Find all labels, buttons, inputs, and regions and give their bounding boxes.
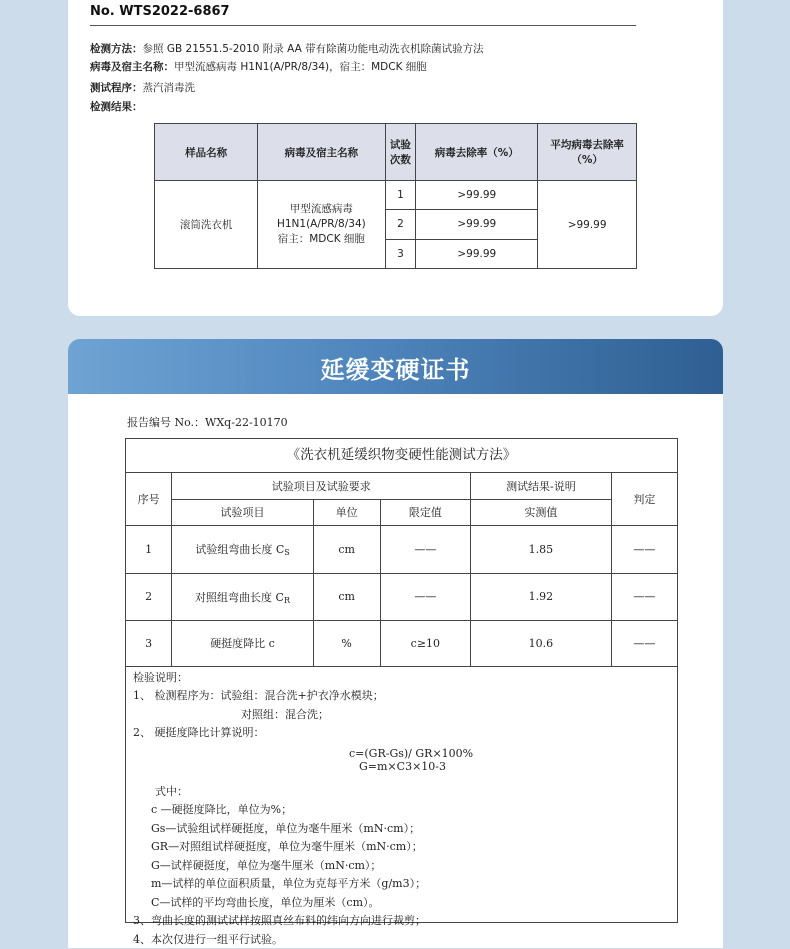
trial-cell: 2 bbox=[385, 210, 416, 239]
test-program-label: 测试程序： bbox=[90, 82, 143, 94]
note-3: 3、弯曲长度的测试试样按照真丝布料的纬向方向进行裁剪； bbox=[133, 912, 677, 931]
definition-4: G—试样硬挺度，单位为毫牛厘米（mN·cm）； bbox=[133, 857, 677, 876]
header-judge: 判定 bbox=[611, 473, 677, 525]
header-average-rate: 平均病毒去除率（%） bbox=[538, 124, 637, 181]
test-method-line bbox=[90, 41, 484, 56]
stiffness-certificate bbox=[125, 438, 678, 923]
certificate-table-title: 《洗衣机延缓织物变硬性能测试方法》 bbox=[126, 439, 677, 473]
note-4: 4、本次仅进行一组平行试验。 bbox=[133, 931, 677, 949]
table-row bbox=[126, 573, 677, 620]
inspection-notes bbox=[126, 667, 677, 949]
header-items-group: 试验项目及试验要求 bbox=[172, 473, 471, 499]
note-1: 1、 检测程序为：试验组：混合洗+护衣净水模块； bbox=[133, 687, 677, 706]
item-subscript: S bbox=[284, 548, 289, 557]
virus-host-value: 甲型流感病毒 H1N1(A/PR/8/34)，宿主：MDCK 细胞 bbox=[174, 61, 427, 73]
banner-title: 延缓变硬证书 bbox=[68, 350, 723, 385]
note-2: 2、 硬挺度降比计算说明： bbox=[133, 724, 677, 743]
judge-cell: —— bbox=[611, 620, 677, 666]
group-header-row bbox=[126, 473, 677, 499]
limit-cell: —— bbox=[380, 573, 471, 620]
item-cell bbox=[172, 525, 313, 573]
item-cell bbox=[172, 573, 313, 620]
unit-cell: % bbox=[313, 620, 380, 666]
definition-1: c —硬挺度降比，单位为%； bbox=[133, 801, 677, 820]
item-cell bbox=[172, 620, 313, 666]
note-1b: 对照组：混合洗； bbox=[133, 706, 677, 725]
item-text: 对照组弯曲长度 C bbox=[195, 591, 284, 604]
virus-host-line bbox=[90, 59, 427, 74]
stiffness-table bbox=[126, 473, 677, 667]
header-item: 试验项目 bbox=[172, 499, 313, 525]
seq-cell: 3 bbox=[126, 620, 172, 666]
item-text: 硬挺度降比 c bbox=[210, 637, 275, 650]
definition-3: GR—对照组试样硬挺度，单位为毫牛厘米（mN·cm）； bbox=[133, 838, 677, 857]
definition-2: Gs—试验组试样硬挺度，单位为毫牛厘米（mN·cm）； bbox=[133, 820, 677, 839]
average-rate-cell: >99.99 bbox=[538, 181, 637, 269]
test-program-value: 蒸汽消毒洗 bbox=[143, 82, 196, 94]
header-trial-count: 试验次数 bbox=[385, 124, 416, 181]
formula-1: c=(GR-Gs)/ GR×100% bbox=[133, 743, 677, 760]
seq-cell: 2 bbox=[126, 573, 172, 620]
trial-cell: 1 bbox=[385, 181, 416, 210]
table-row bbox=[126, 525, 677, 573]
virus-host-line-2: H1N1(A/PR/8/34) bbox=[260, 217, 382, 232]
limit-cell: —— bbox=[380, 525, 471, 573]
unit-cell: cm bbox=[313, 525, 380, 573]
trial-cell: 3 bbox=[385, 239, 416, 268]
judge-cell: —— bbox=[611, 525, 677, 573]
report-number-2: 报告编号 No.：WXq-22-10170 bbox=[127, 414, 288, 430]
virus-host-label: 病毒及宿主名称： bbox=[90, 61, 174, 73]
definition-5: m—试样的单位面积质量，单位为克每平方米（g/m3）； bbox=[133, 875, 677, 894]
header-results-group: 测试结果-说明 bbox=[471, 473, 611, 499]
seq-cell: 1 bbox=[126, 525, 172, 573]
item-subscript: R bbox=[284, 596, 290, 605]
test-method-value: 参照 GB 21551.5-2010 附录 AA 带有除菌功能电动洗衣机除菌试验方法 bbox=[143, 43, 484, 55]
rate-cell: >99.99 bbox=[416, 239, 538, 268]
where-label: 式中： bbox=[133, 777, 677, 802]
header-unit: 单位 bbox=[313, 499, 380, 525]
header-limit: 限定值 bbox=[380, 499, 471, 525]
test-result-label: 检测结果： bbox=[90, 101, 143, 113]
measured-cell: 10.6 bbox=[471, 620, 611, 666]
notes-heading: 检验说明： bbox=[133, 669, 677, 688]
virus-host-line-1: 甲型流感病毒 bbox=[260, 202, 382, 217]
header-removal-rate: 病毒去除率（%） bbox=[416, 124, 538, 181]
test-method-label: 检测方法： bbox=[90, 43, 143, 55]
unit-cell: cm bbox=[313, 573, 380, 620]
sample-name-cell: 滚筒洗衣机 bbox=[155, 181, 258, 269]
table-row bbox=[155, 181, 637, 210]
table-row bbox=[126, 620, 677, 666]
sub-header-row bbox=[126, 499, 677, 525]
header-seq: 序号 bbox=[126, 473, 172, 525]
report-number: No. WTS2022-6867 bbox=[90, 4, 636, 26]
header-measured: 实测值 bbox=[471, 499, 611, 525]
rate-cell: >99.99 bbox=[416, 210, 538, 239]
measured-cell: 1.85 bbox=[471, 525, 611, 573]
judge-cell: —— bbox=[611, 573, 677, 620]
virus-host-cell bbox=[258, 181, 385, 269]
measured-cell: 1.92 bbox=[471, 573, 611, 620]
header-virus-host: 病毒及宿主名称 bbox=[258, 124, 385, 181]
rate-cell: >99.99 bbox=[416, 181, 538, 210]
limit-cell: c≥10 bbox=[380, 620, 471, 666]
virus-removal-table bbox=[154, 123, 637, 269]
item-text: 试验组弯曲长度 C bbox=[195, 543, 284, 556]
test-result-line bbox=[90, 99, 143, 114]
header-sample-name: 样品名称 bbox=[155, 124, 258, 181]
virus-host-line-3: 宿主：MDCK 细胞 bbox=[260, 232, 382, 247]
table-header-row bbox=[155, 124, 637, 181]
certificate-banner bbox=[68, 339, 723, 394]
definition-6: C—试样的平均弯曲长度，单位为厘米（cm）。 bbox=[133, 894, 677, 913]
test-program-line bbox=[90, 80, 195, 95]
formula-2: G=m×C3×10-3 bbox=[133, 760, 677, 777]
